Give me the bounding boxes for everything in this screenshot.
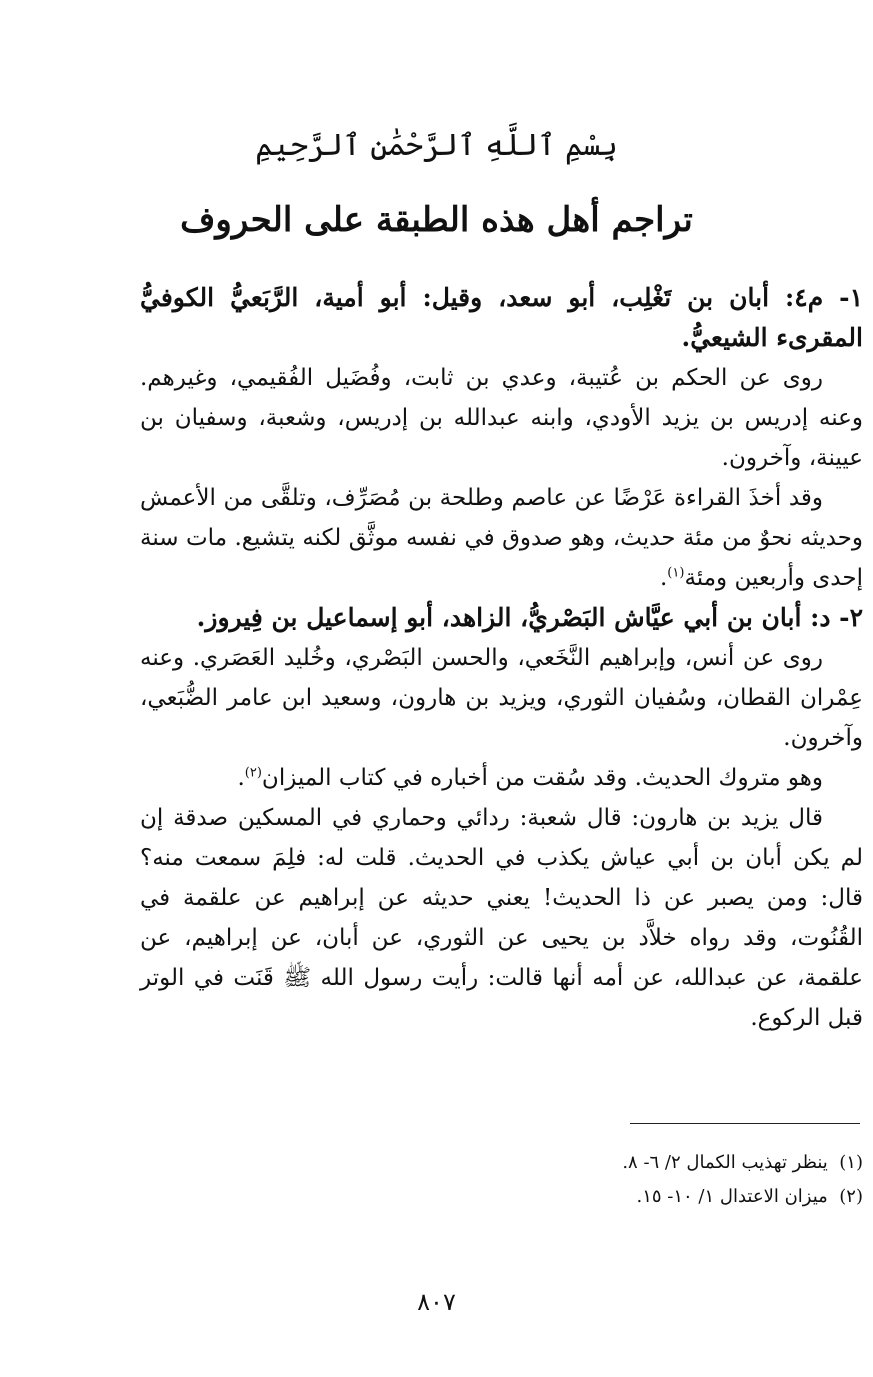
footnotes [140,1146,863,1214]
page-title: تراجم أهل هذه الطبقة على الحروف [180,200,693,240]
entry-1-paragraph-1: روى عن الحكم بن عُتيبة، وعدي بن ثابت، وفُضَيل الفُقيمي، وغيرهم. وعنه إدريس بن يزيد الأودي، وابنه عبدالله بن إدريس، وشعبة، وسفيان بن عيينة، وآخرون. [140,365,863,471]
entry-1-paragraph-2-text: وقد أخذَ القراءة عَرْضًا عن عاصم وطلحة بن مُصَرِّف، وتلقَّى من الأعمش وحديثه نحوٌ من مئة حديث، وهو صدوق في نفسه موثَّق لكنه يتشيع. مات سنة إحدى وأربعين ومئة [140,485,863,591]
page-number: ٨٠٧ [417,1288,456,1316]
entry-2-paragraph-2-text: وهو متروك الحديث. وقد سُقت من أخباره في كتاب الميزان [261,765,823,791]
entry-2-paragraph-2: وهو متروك الحديث. وقد سُقت من أخباره في كتاب الميزان$^{(٢)}$. [237,765,823,791]
footnote-marker-1: (١) [667,565,685,581]
footnote-2 [140,1180,863,1214]
entry-1-paragraph-2: وقد أخذَ القراءة عَرْضًا عن عاصم وطلحة بن مُصَرِّف، وتلقَّى من الأعمش وحديثه نحوٌ من مئة حديث، وهو صدوق في نفسه موثَّق لكنه يتشيع. مات سنة إحدى وأربعين ومئة$^{(١)}$. [140,485,863,591]
basmala: بِسْمِ ٱللَّهِ ٱلرَّحْمَٰنِ ٱلرَّحِيمِ [255,128,618,163]
entry-heading-2: ٢- د: أبان بن أبي عيَّاش البَصْريُّ، الزاهد، أبو إسماعيل بن فِيروز. [196,603,863,632]
footnote-divider [630,1123,860,1124]
footnote-1-number: (١) [839,1152,863,1173]
footnote-1 [140,1146,863,1180]
footnote-2-text: ميزان الاعتدال ١/ ١٠- ١٥. [636,1186,828,1207]
entry-2-paragraph-1: روى عن أنس، وإبراهيم النَّخَعي، والحسن البَصْري، وخُليد العَصَري. وعنه عِمْران القطان، وسُفيان الثوري، ويزيد بن هارون، وسعيد ابن عامر الضُّبَعي، وآخرون. [140,645,863,751]
entry-heading-1: ١- م٤: أبان بن تَغْلِب، أبو سعد، وقيل: أبو أمية، الرَّبَعيُّ الكوفيُّ المقرىء الشيعيُّ. [140,283,863,352]
footnote-1-text: ينظر تهذيب الكمال ٢/ ٦- ٨. [622,1152,828,1173]
footnote-marker-2: (٢) [244,765,262,781]
footnote-2-number: (٢) [839,1186,863,1207]
entry-2-paragraph-3: قال يزيد بن هارون: قال شعبة: ردائي وحماري في المسكين صدقة إن لم يكن أبان بن أبي عياش يكذب في الحديث. قلت له: فلِمَ سمعت منه؟ قال: ومن يصبر عن ذا الحديث! يعني حديثه عن إبراهيم عن علقمة في القُنُوت، وقد رواه خلاَّد بن يحيى عن الثوري، عن أبان، عن إبراهيم، عن علقمة، عن عبدالله، عن أمه أنها قالت: رأيت رسول الله ﷺ قَنَت في الوتر قبل الركوع. [140,805,863,1031]
main-text [140,278,863,1038]
